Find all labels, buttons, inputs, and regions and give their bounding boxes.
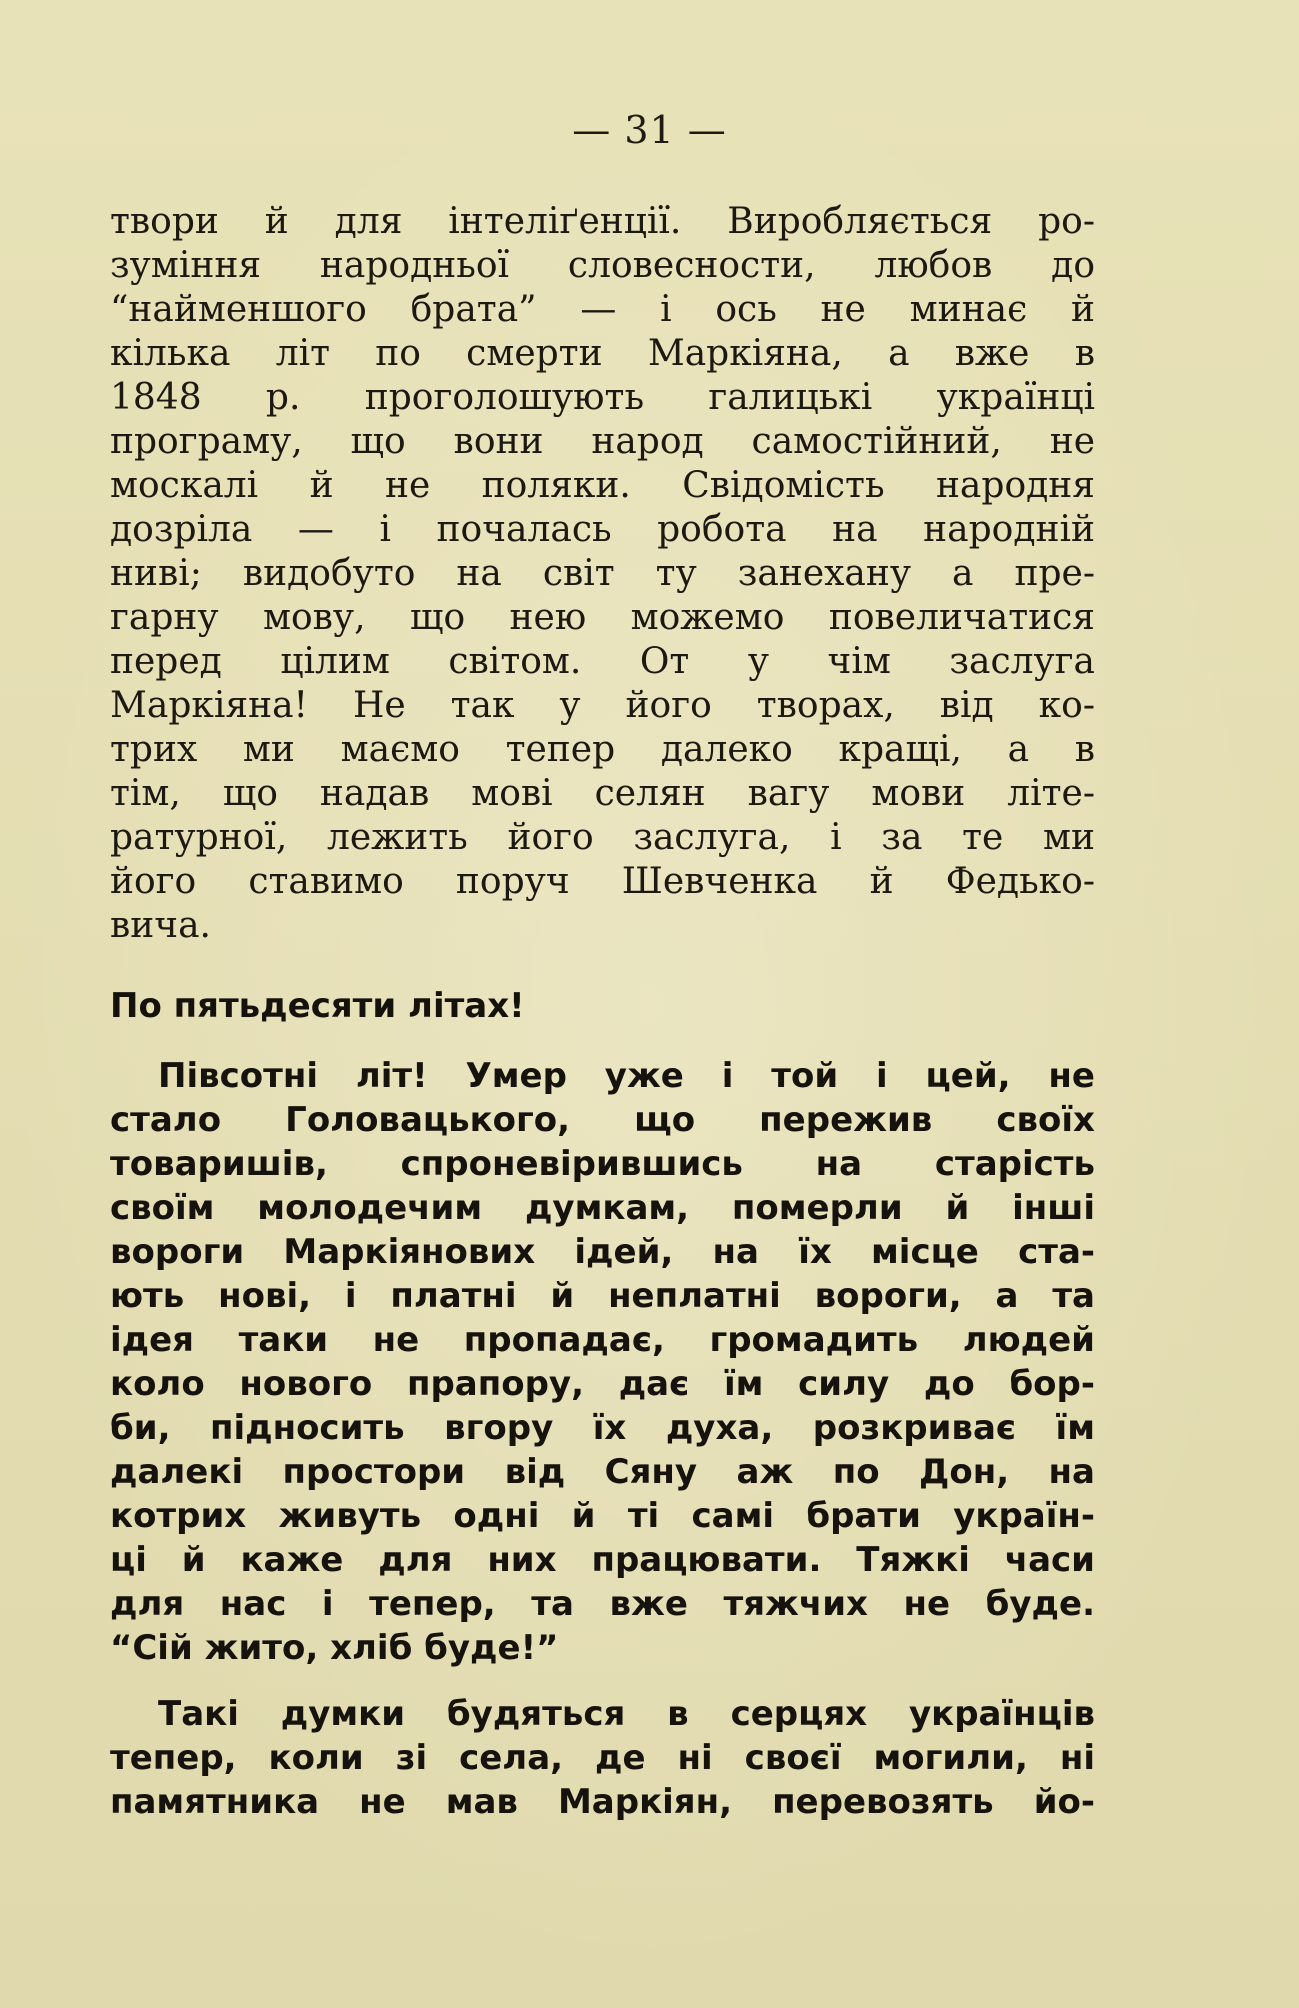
text-line: ниві; видобуто на світ ту занехану а пре- (110, 553, 1095, 594)
page-number: — 31 — (572, 108, 727, 152)
paragraph-2 (110, 1054, 1095, 1670)
text-line: Півсотні літ! Умер уже і той і цей, не (158, 1056, 1095, 1096)
text-line: кілька літ по смерти Маркіяна, а вже в (110, 333, 1095, 374)
text-line: товаришів, спроневірившись на старість (110, 1144, 1095, 1184)
text-line: перед цілим світом. От у чім заслуга (110, 641, 1095, 682)
text-line: зуміння народньої словесности, любов до (110, 245, 1095, 286)
text-line: для нас і тепер, та вже тяжчих не буде. (110, 1584, 1095, 1624)
text-line: “найменшого брата” — і ось не минає й (110, 289, 1095, 330)
text-line: твори й для інтеліґенції. Виробляється ро- (110, 201, 1095, 242)
text-line: котрих живуть одні й ті самі брати україн- (110, 1496, 1095, 1536)
text-line: ють нові, і платні й неплатні вороги, а та (110, 1276, 1095, 1316)
text-line: програму, що вони народ самостійний, не (110, 421, 1095, 462)
text-line: ідея таки не пропадає, громадить людей (110, 1320, 1095, 1360)
text-line: коло нового прапору, дає їм силу до бор- (110, 1364, 1095, 1404)
text-line: вороги Маркіянових ідей, на їх місце ста- (110, 1232, 1095, 1272)
paragraph-1 (110, 200, 1095, 948)
text-line: “Сій жито, хліб буде!” (110, 1628, 559, 1668)
text-line: тепер, коли зі села, де ні своєї могили, ні (110, 1738, 1095, 1778)
text-line: трих ми маємо тепер далеко кращі, а в (110, 729, 1095, 770)
text-line: тім, що надав мові селян вагу мови літе- (110, 773, 1095, 814)
text-line: би, підносить вгору їх духа, розкриває їм (110, 1408, 1095, 1448)
paragraph-3 (110, 1692, 1095, 1824)
text-line: дозріла — і почалась робота на народній (110, 509, 1095, 550)
text-line: москалі й не поляки. Свідомість народня (110, 465, 1095, 506)
text-line: вича. (110, 905, 211, 946)
text-line: його ставимо поруч Шевченка й Федько- (110, 861, 1095, 902)
text-line: своїм молодечим думкам, померли й інші (110, 1188, 1095, 1228)
text-line: Маркіяна! Не так у його творах, від ко- (110, 685, 1095, 726)
text-line: ці й каже для них працювати. Тяжкі часи (110, 1540, 1095, 1580)
text-line: памятника не мав Маркіян, перевозять йо- (110, 1782, 1095, 1822)
text-line: далекі простори від Сяну аж по Дон, на (110, 1452, 1095, 1492)
text-line: стало Головацького, що пережив своїх (110, 1100, 1095, 1140)
text-line: 1848 р. проголошують галицькі українці (110, 377, 1095, 418)
text-line: Такі думки будяться в серцях українців (158, 1694, 1095, 1734)
text-line: ратурної, лежить його заслуга, і за те ми (110, 817, 1095, 858)
text-line: гарну мову, що нею можемо повеличатися (110, 597, 1095, 638)
section-heading: По пятьдесяти літах! (110, 986, 525, 1026)
